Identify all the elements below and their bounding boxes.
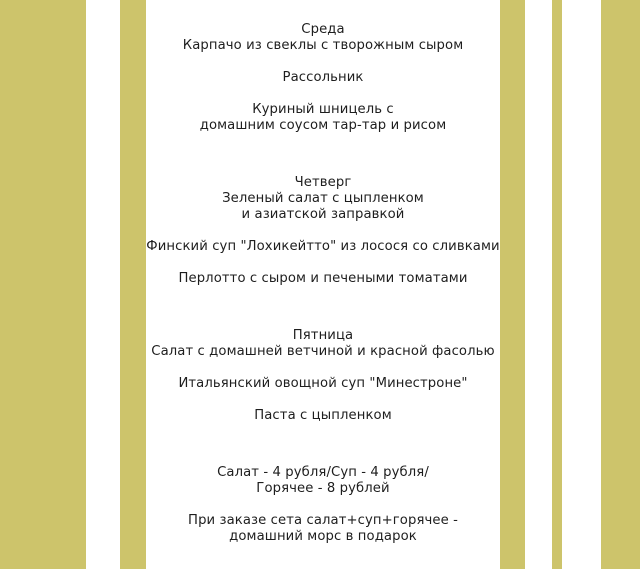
price-list: [146, 465, 500, 545]
day-title: Пятница: [292, 328, 354, 343]
main-item-line-1: Куриный шницель с: [252, 102, 394, 117]
price-line-1: Салат - 4 рубля/Суп - 4 рубля/: [217, 465, 429, 480]
offer-line-2: домашний морс в подарок: [229, 529, 417, 544]
salad-item-line-1: Зеленый салат с цыпленком: [222, 191, 424, 206]
decorative-stripe: [0, 0, 86, 569]
main-item: Паста с цыпленком: [254, 408, 392, 423]
soup-item: Рассольник: [282, 70, 364, 85]
decorative-stripe: [552, 0, 562, 569]
salad-item: Салат с домашней ветчиной и красной фасолью: [151, 344, 495, 359]
decorative-stripe: [120, 0, 146, 569]
main-item-line-2: домашним соусом тар-тар и рисом: [199, 118, 447, 133]
main-item: Перлотто с сыром и печеными томатами: [178, 271, 468, 286]
price-line-2: Горячее - 8 рублей: [256, 481, 390, 496]
salad-item-line-2: и азиатской заправкой: [241, 207, 405, 222]
decorative-stripe: [601, 0, 640, 569]
decorative-stripe: [500, 0, 525, 569]
menu-day-friday: [146, 328, 500, 424]
day-title: Четверг: [294, 175, 352, 190]
soup-item: Финский суп "Лохикейтто" из лосося со сливками: [146, 239, 500, 254]
day-title: Среда: [301, 22, 345, 37]
menu-content: [146, 22, 500, 545]
offer-line-1: При заказе сета салат+суп+горячее -: [188, 513, 458, 528]
menu-day-thursday: [146, 175, 500, 287]
menu-day-wednesday: [146, 22, 500, 134]
soup-item: Итальянский овощной суп "Минестроне": [178, 376, 468, 391]
salad-item: Карпачо из свеклы с творожным сыром: [182, 38, 464, 53]
